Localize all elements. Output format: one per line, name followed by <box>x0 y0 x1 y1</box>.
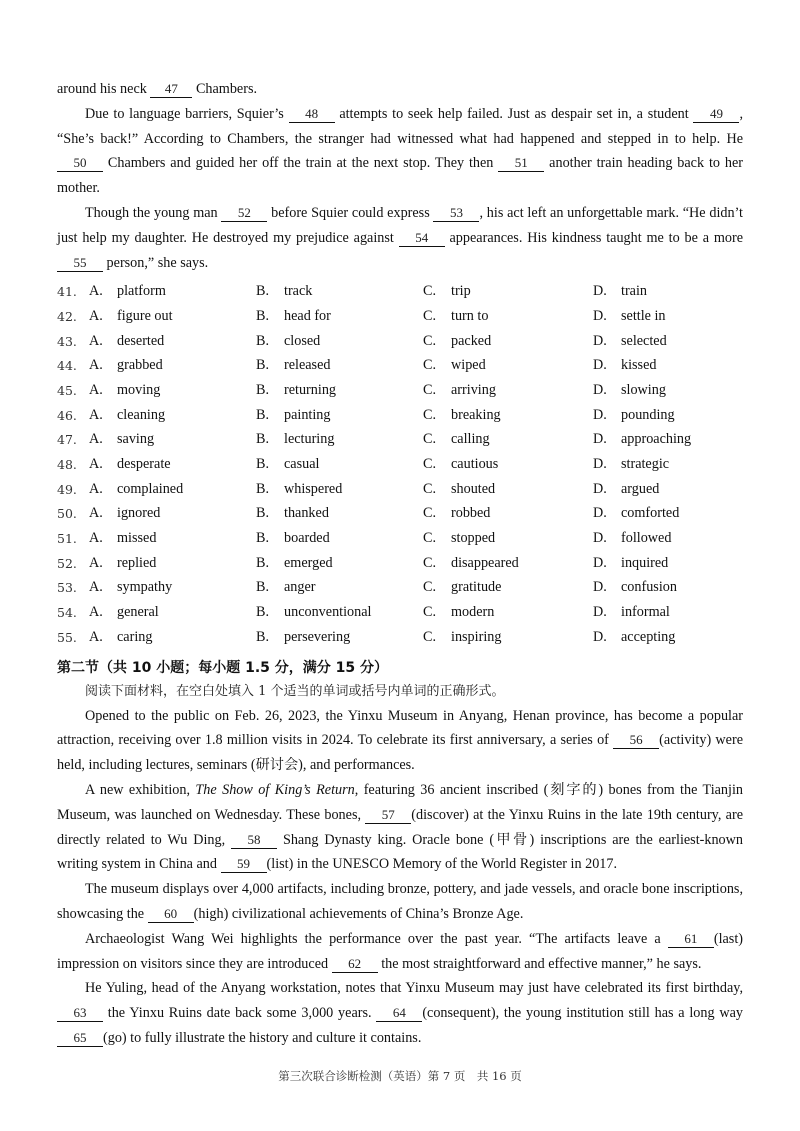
option-text: emerged <box>284 554 333 571</box>
option-a[interactable] <box>89 530 256 547</box>
option-c[interactable] <box>423 333 593 350</box>
option-letter: B. <box>256 554 270 571</box>
option-text: lecturing <box>284 431 335 448</box>
blank-51[interactable]: 51 <box>498 155 544 172</box>
text: (list) in the UNESCO Memory of the World Register in 2017. <box>266 856 618 873</box>
question-number: 51. <box>57 531 77 547</box>
option-c[interactable] <box>423 555 593 572</box>
option-text: inquired <box>621 554 669 571</box>
text: Archaeologist Wang Wei highlights the performance over the past year. “The artifacts leave a <box>85 930 668 947</box>
passage1-paragraph <box>57 77 743 102</box>
option-d[interactable] <box>593 505 743 522</box>
option-letter: C. <box>423 480 437 497</box>
option-text: strategic <box>621 456 670 473</box>
blank-57[interactable]: 57 <box>365 807 411 824</box>
question-row <box>57 625 743 650</box>
option-text: boarded <box>284 530 330 547</box>
blank-52[interactable]: 52 <box>221 205 267 222</box>
text: The museum displays over 4,000 artifacts, including bronze, pottery, and jade vessels, and oracle bone inscriptions, showcasing the <box>57 881 743 923</box>
option-letter: D. <box>593 307 607 324</box>
exhibition-title: The Show of King’s Return <box>195 782 355 799</box>
option-d[interactable] <box>593 530 743 547</box>
option-letter: D. <box>593 628 607 645</box>
text: around his neck <box>57 81 151 97</box>
option-text: shouted <box>451 480 496 497</box>
option-c[interactable] <box>423 604 593 621</box>
option-text: selected <box>621 332 667 349</box>
option-text: head for <box>284 307 331 324</box>
option-b[interactable] <box>256 333 423 350</box>
question-number: 43. <box>57 333 77 349</box>
text: (last) impression on visitors since they are introduced <box>57 930 743 972</box>
option-a[interactable] <box>89 407 256 424</box>
option-c[interactable] <box>423 382 593 399</box>
option-text: calling <box>451 431 490 448</box>
question-number: 45. <box>57 382 77 398</box>
blank-49[interactable]: 49 <box>693 106 739 123</box>
page-footer: 第三次联合诊断检测（英语）第 7 页 共 16 页 <box>278 1069 522 1083</box>
text: another train heading back to her mother. <box>57 155 744 197</box>
question-row <box>57 403 743 428</box>
text: person,” she says. <box>103 254 209 271</box>
option-letter: C. <box>423 357 437 374</box>
option-c[interactable] <box>423 431 593 448</box>
option-d[interactable] <box>593 407 743 424</box>
question-row <box>57 279 743 304</box>
option-d[interactable] <box>593 629 743 646</box>
question-number: 54. <box>57 605 77 621</box>
question-options-list <box>57 279 743 649</box>
text: A new exhibition, <box>85 782 196 799</box>
option-letter: B. <box>256 604 270 621</box>
option-b[interactable] <box>256 431 423 448</box>
option-text: caring <box>117 628 153 645</box>
option-a[interactable] <box>89 333 256 350</box>
option-letter: A. <box>89 332 103 349</box>
option-a[interactable] <box>89 283 256 300</box>
option-letter: A. <box>89 480 103 497</box>
option-text: returning <box>284 381 337 398</box>
question-row <box>57 304 743 329</box>
option-text: released <box>284 357 331 374</box>
option-letter: C. <box>423 332 437 349</box>
option-a[interactable] <box>89 456 256 473</box>
blank-63[interactable]: 63 <box>57 1005 103 1022</box>
option-c[interactable] <box>423 481 593 498</box>
option-text: cautious <box>451 456 499 473</box>
question-row <box>57 353 743 378</box>
option-letter: B. <box>256 406 270 423</box>
option-letter: A. <box>89 381 103 398</box>
option-letter: C. <box>423 456 437 473</box>
section-instruction: 阅读下面材料，在空白处填入 1 个适当的单词或括号内单词的正确形式。 <box>85 683 505 699</box>
option-letter: A. <box>89 530 103 547</box>
option-letter: D. <box>593 332 607 349</box>
question-number: 48. <box>57 457 77 473</box>
option-letter: C. <box>423 381 437 398</box>
option-letter: A. <box>89 431 103 448</box>
option-d[interactable] <box>593 431 743 448</box>
text: (go) to fully illustrate the history and culture it contains. <box>103 1030 422 1047</box>
question-number: 50. <box>57 506 77 522</box>
option-b[interactable] <box>256 505 423 522</box>
text: Opened to the public on Feb. 26, 2023, the Yinxu Museum in Anyang, Henan province, has become a popular attraction, receiving over 1.8 million visits in 2024. To celebrate its first anniversary, a series of <box>57 707 743 749</box>
blank-47[interactable]: 47 <box>150 81 192 98</box>
option-text: accepting <box>621 628 676 645</box>
passage2-paragraph <box>57 976 743 1050</box>
option-letter: A. <box>89 456 103 473</box>
option-d[interactable] <box>593 456 743 473</box>
option-text: arriving <box>451 381 496 398</box>
question-number: 53. <box>57 580 77 596</box>
option-d[interactable] <box>593 604 743 621</box>
option-letter: D. <box>593 530 607 547</box>
passage2-paragraph <box>57 927 743 977</box>
blank-55[interactable]: 55 <box>57 255 103 272</box>
blank-61[interactable]: 61 <box>668 931 714 948</box>
option-text: deserted <box>117 332 165 349</box>
option-letter: C. <box>423 431 437 448</box>
passage1-paragraph <box>57 201 743 275</box>
option-letter: B. <box>256 381 270 398</box>
option-letter: A. <box>89 579 103 596</box>
option-a[interactable] <box>89 382 256 399</box>
option-letter: B. <box>256 332 270 349</box>
option-text: approaching <box>621 431 692 448</box>
passage2-paragraph <box>57 704 743 778</box>
passage2-paragraph <box>57 877 743 927</box>
option-text: argued <box>621 480 660 497</box>
option-text: grabbed <box>117 357 163 374</box>
option-c[interactable] <box>423 456 593 473</box>
question-row <box>57 526 743 551</box>
option-c[interactable] <box>423 530 593 547</box>
option-text: missed <box>117 530 157 547</box>
option-letter: A. <box>89 604 103 621</box>
option-b[interactable] <box>256 555 423 572</box>
option-b[interactable] <box>256 382 423 399</box>
question-number: 49. <box>57 481 77 497</box>
option-c[interactable] <box>423 579 593 596</box>
question-number: 41. <box>57 284 77 300</box>
option-text: stopped <box>451 530 496 547</box>
option-b[interactable] <box>256 456 423 473</box>
text: , featuring 36 ancient inscribed (刻字的) bones from the Tianjin Museum, was launched on Wednesday. These bones, <box>57 782 744 823</box>
blank-53[interactable]: 53 <box>433 205 479 222</box>
question-row <box>57 576 743 601</box>
option-b[interactable] <box>256 357 423 374</box>
blank-58[interactable]: 58 <box>231 832 277 849</box>
blank-64[interactable]: 64 <box>376 1005 422 1022</box>
option-d[interactable] <box>593 308 743 325</box>
exam-page <box>57 77 743 1051</box>
option-letter: D. <box>593 381 607 398</box>
text: the Yinxu Ruins date back some 3,000 years. <box>103 1005 377 1022</box>
question-row <box>57 477 743 502</box>
question-row <box>57 502 743 527</box>
option-letter: C. <box>423 530 437 547</box>
text: , “She’s back!” According to Chambers, the stranger had witnessed what had happened and stepped in to help. He <box>57 105 743 147</box>
option-letter: D. <box>593 456 607 473</box>
option-text: figure out <box>117 307 173 324</box>
option-text: robbed <box>451 505 491 522</box>
option-a[interactable] <box>89 481 256 498</box>
option-text: turn to <box>451 307 489 324</box>
question-row <box>57 329 743 354</box>
option-letter: A. <box>89 283 103 300</box>
option-text: confusion <box>621 579 677 596</box>
option-letter: D. <box>593 357 607 374</box>
question-row <box>57 452 743 477</box>
option-letter: A. <box>89 505 103 522</box>
option-a[interactable] <box>89 555 256 572</box>
text: Though the young man <box>85 204 222 221</box>
option-letter: C. <box>423 406 437 423</box>
question-number: 42. <box>57 308 77 324</box>
option-letter: B. <box>256 480 270 497</box>
option-text: packed <box>451 332 492 349</box>
option-b[interactable] <box>256 579 423 596</box>
passage1-paragraph <box>57 102 743 201</box>
option-letter: D. <box>593 406 607 423</box>
question-number: 44. <box>57 358 77 374</box>
option-text: train <box>621 283 647 300</box>
option-letter: C. <box>423 505 437 522</box>
blank-48[interactable]: 48 <box>289 106 335 123</box>
option-text: general <box>117 604 159 621</box>
option-d[interactable] <box>593 579 743 596</box>
option-text: slowing <box>621 381 666 398</box>
blank-65[interactable]: 65 <box>57 1030 103 1047</box>
text: (consequent), the young institution still has a long way <box>422 1005 743 1022</box>
text: Shang Dynasty king. Oracle bone (甲骨) inscriptions are the earliest-known writing system in China and <box>57 831 743 873</box>
text: Chambers. <box>192 81 258 97</box>
option-a[interactable] <box>89 579 256 596</box>
option-letter: D. <box>593 579 607 596</box>
option-letter: D. <box>593 604 607 621</box>
blank-62[interactable]: 62 <box>332 956 378 973</box>
option-c[interactable] <box>423 407 593 424</box>
option-text: track <box>284 283 313 300</box>
option-d[interactable] <box>593 481 743 498</box>
option-text: disappeared <box>451 554 519 571</box>
option-b[interactable] <box>256 283 423 300</box>
option-text: modern <box>451 604 495 621</box>
blank-50[interactable]: 50 <box>57 155 103 172</box>
option-letter: D. <box>593 283 607 300</box>
option-text: settle in <box>621 307 666 324</box>
option-text: cleaning <box>117 406 166 423</box>
option-d[interactable] <box>593 333 743 350</box>
option-letter: A. <box>89 307 103 324</box>
option-letter: C. <box>423 554 437 571</box>
question-number: 47. <box>57 432 77 448</box>
option-a[interactable] <box>89 308 256 325</box>
option-text: inspiring <box>451 628 502 645</box>
option-text: informal <box>621 604 670 621</box>
option-b[interactable] <box>256 604 423 621</box>
text: , his act left an unforgettable mark. “He didn’t just help my daughter. He destroyed my prejudice against <box>57 204 743 246</box>
option-text: platform <box>117 283 166 300</box>
option-a[interactable] <box>89 505 256 522</box>
option-letter: D. <box>593 480 607 497</box>
option-a[interactable] <box>89 431 256 448</box>
option-text: persevering <box>284 628 351 645</box>
option-b[interactable] <box>256 530 423 547</box>
option-d[interactable] <box>593 283 743 300</box>
option-letter: A. <box>89 406 103 423</box>
text: He Yuling, head of the Anyang workstation, notes that Yinxu Museum may just have celebrated its first birthday, <box>85 980 743 997</box>
option-b[interactable] <box>256 629 423 646</box>
option-text: trip <box>451 283 471 300</box>
option-text: followed <box>621 530 672 547</box>
text: (activity) were held, including lectures, seminars (研讨会), and performances. <box>57 732 743 774</box>
option-c[interactable] <box>423 505 593 522</box>
option-b[interactable] <box>256 308 423 325</box>
option-letter: C. <box>423 283 437 300</box>
question-number: 46. <box>57 407 77 423</box>
option-letter: B. <box>256 579 270 596</box>
option-text: pounding <box>621 406 675 423</box>
option-letter: B. <box>256 431 270 448</box>
option-letter: B. <box>256 357 270 374</box>
option-letter: B. <box>256 530 270 547</box>
option-text: whispered <box>284 480 343 497</box>
option-c[interactable] <box>423 283 593 300</box>
option-text: breaking <box>451 406 501 423</box>
text: before Squier could express <box>267 204 434 221</box>
option-text: wiped <box>451 357 486 374</box>
option-text: comforted <box>621 505 680 522</box>
option-letter: C. <box>423 628 437 645</box>
option-a[interactable] <box>89 629 256 646</box>
text: attempts to seek help failed. Just as despair set in, a student <box>334 105 694 122</box>
blank-60[interactable]: 60 <box>148 906 194 923</box>
option-letter: B. <box>256 283 270 300</box>
option-letter: B. <box>256 628 270 645</box>
option-text: unconventional <box>284 604 372 621</box>
passage2-paragraph <box>57 778 743 877</box>
question-number: 52. <box>57 555 77 571</box>
option-text: replied <box>117 554 157 571</box>
text: Chambers and guided her off the train at the next stop. They then <box>103 155 499 172</box>
option-letter: B. <box>256 307 270 324</box>
option-a[interactable] <box>89 604 256 621</box>
option-text: ignored <box>117 505 161 522</box>
option-letter: A. <box>89 628 103 645</box>
option-text: closed <box>284 332 321 349</box>
question-row <box>57 551 743 576</box>
text: appearances. His kindness taught me to be a more <box>444 229 744 246</box>
blank-59[interactable]: 59 <box>221 856 267 873</box>
option-text: moving <box>117 381 161 398</box>
blank-56[interactable]: 56 <box>613 732 659 749</box>
option-c[interactable] <box>423 357 593 374</box>
text: the most straightforward and effective manner,” he says. <box>377 955 702 972</box>
option-d[interactable] <box>593 555 743 572</box>
option-d[interactable] <box>593 357 743 374</box>
option-d[interactable] <box>593 382 743 399</box>
option-a[interactable] <box>89 357 256 374</box>
option-letter: D. <box>593 431 607 448</box>
question-row <box>57 378 743 403</box>
option-text: saving <box>117 431 155 448</box>
option-text: complained <box>117 480 184 497</box>
question-number: 55. <box>57 629 77 645</box>
option-text: gratitude <box>451 579 502 596</box>
option-text: anger <box>284 579 316 596</box>
option-c[interactable] <box>423 308 593 325</box>
option-c[interactable] <box>423 629 593 646</box>
blank-54[interactable]: 54 <box>399 230 445 247</box>
option-text: thanked <box>284 505 329 522</box>
option-text: kissed <box>621 357 657 374</box>
option-text: painting <box>284 406 331 423</box>
option-letter: C. <box>423 604 437 621</box>
option-letter: D. <box>593 554 607 571</box>
option-text: sympathy <box>117 579 173 596</box>
option-letter: A. <box>89 357 103 374</box>
text: (high) civilizational achievements of China’s Bronze Age. <box>193 906 524 923</box>
option-letter: C. <box>423 307 437 324</box>
option-letter: B. <box>256 456 270 473</box>
option-letter: D. <box>593 505 607 522</box>
option-text: casual <box>284 456 320 473</box>
option-letter: A. <box>89 554 103 571</box>
option-b[interactable] <box>256 481 423 498</box>
option-b[interactable] <box>256 407 423 424</box>
text: Due to language barriers, Squier’s <box>85 105 289 122</box>
question-row <box>57 600 743 625</box>
option-text: desperate <box>117 456 171 473</box>
option-letter: C. <box>423 579 437 596</box>
text: (discover) at the Yinxu Ruins in the late 19th century, are directly related to Wu Ding, <box>57 806 743 848</box>
option-letter: B. <box>256 505 270 522</box>
question-row <box>57 428 743 453</box>
section-heading: 第二节（共 10 小题；每小题 1.5 分，满分 15 分） <box>57 659 389 676</box>
